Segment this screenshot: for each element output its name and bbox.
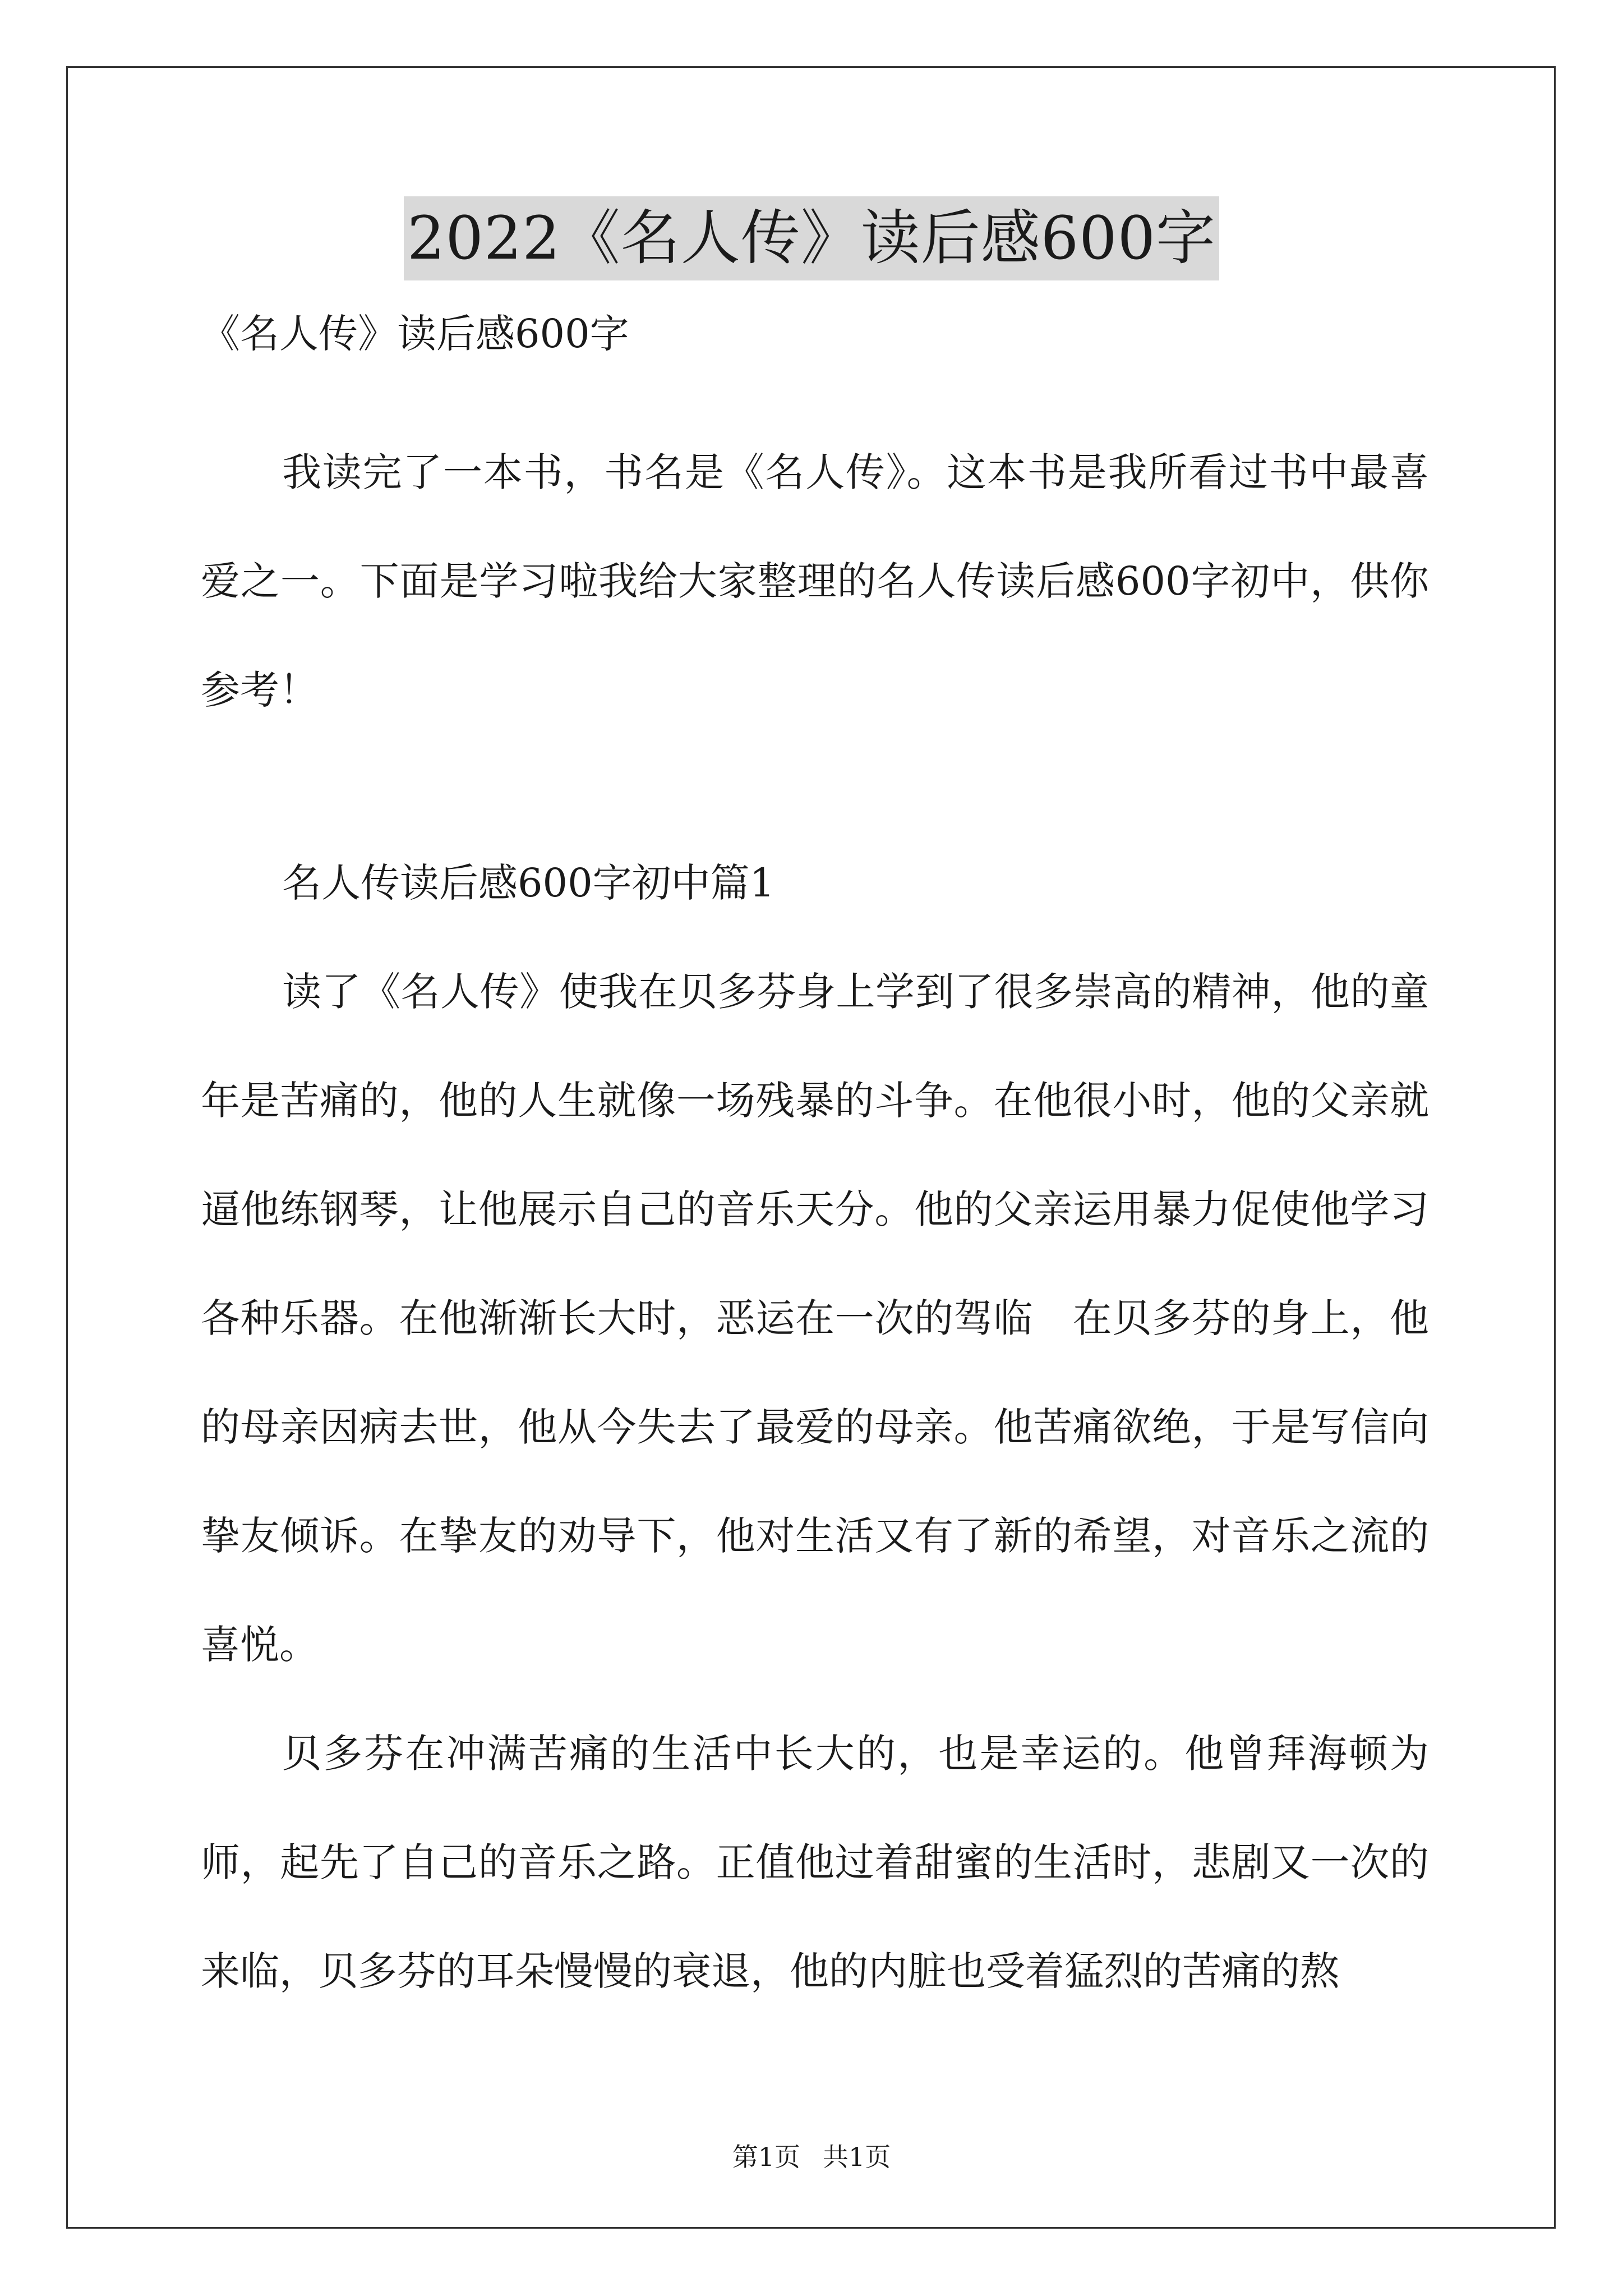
section-heading: 名人传读后感600字初中篇1 [282,860,775,906]
document-subheading: 《名人传》读后感600字 [201,311,629,357]
page-number-current: 第1页 [732,2142,800,2172]
page-footer [0,2140,1623,2174]
title-container [0,196,1623,280]
body-paragraph-1: 读了《名人传》使我在贝多芬身上学到了很多崇高的精神，他的童年是苦痛的，他的人生就像一场残暴的斗争。在他很小时，他的父亲就逼他练钢琴，让他展示自己的音乐天分。他的父亲运用暴力促使他学习各种乐器。在他渐渐长大时，恶运在一次的驾临 在贝多芬的身上，他的母亲因病去世，他从今失去了最爱的母亲。他苦痛欲绝，于是写信向挚友倾诉。在挚友的劝导下，他对生活又有了新的希望，对音乐之流的喜悦。 [201,969,1429,1668]
document-body [201,306,1429,2026]
page-number-total: 共1页 [823,2142,891,2172]
section-spacer [201,744,1429,829]
intro-paragraph: 我读完了一本书，书名是《名人传》。这本书是我所看过书中最喜爱之一。下面是学习啦我给大家整理的名人传读后感600字初中，供你参考！ [201,449,1429,713]
body-paragraph-2: 贝多芬在冲满苦痛的生活中长大的，也是幸运的。他曾拜海顿为师，起先了自己的音乐之路。正值他过着甜蜜的生活时，悲剧又一次的来临，贝多芬的耳朵慢慢的衰退，他的内脏也受着猛烈的苦痛的熬 [201,1731,1429,1994]
document-title: 2022《名人传》读后感600字 [404,196,1219,280]
